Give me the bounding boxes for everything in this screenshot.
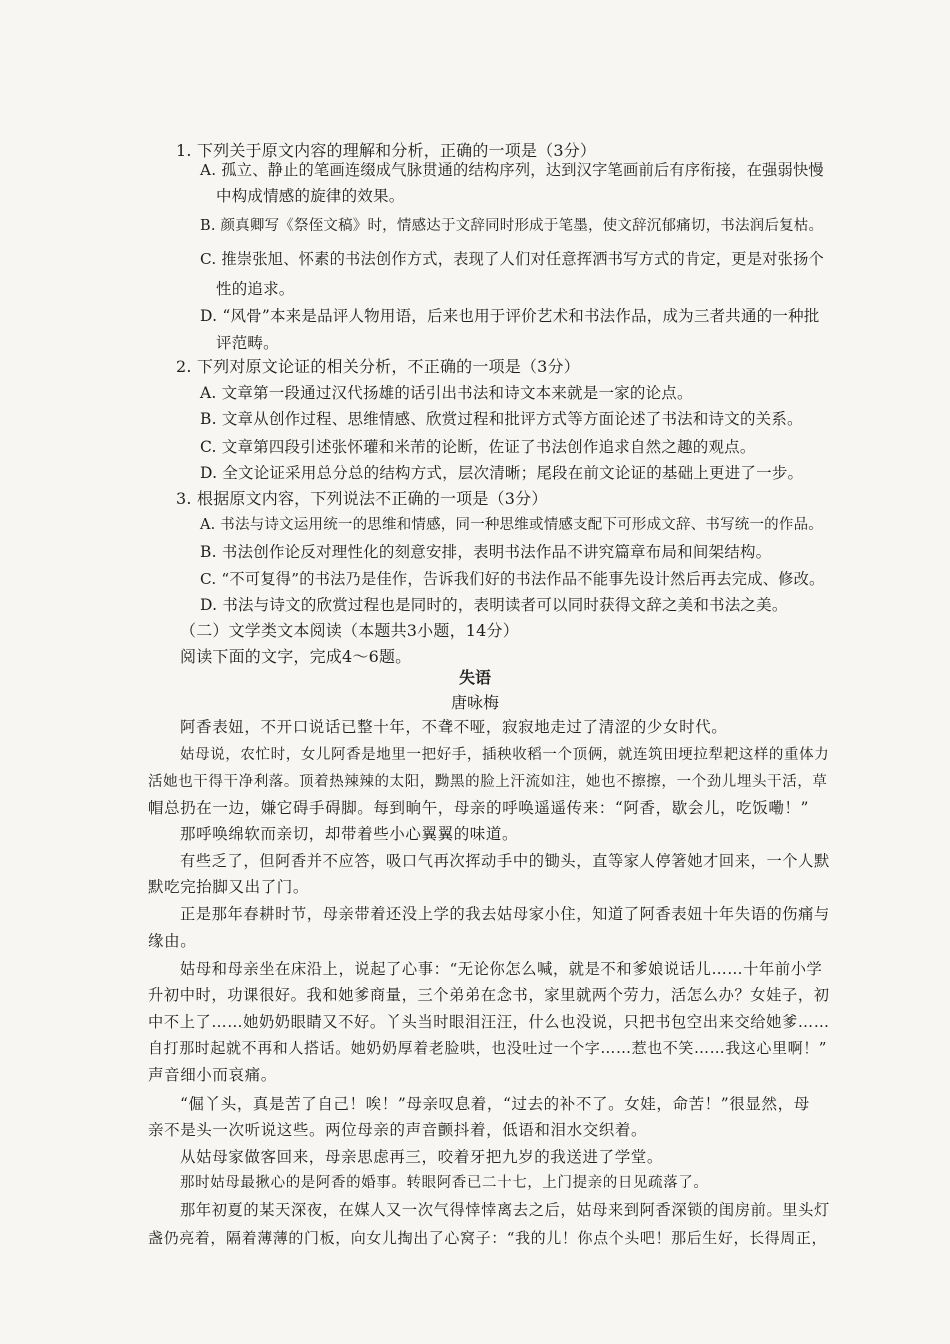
q3-option-b: B. 书法创作论反对理性化的刻意安排，表明书法作品不讲究篇章布局和间架结构。 (200, 543, 772, 561)
story-line: 自打那时起就不再和人搭话。她奶奶厚着老脸哄，也没吐过一个字……惹也不笑……我这心里啊！” (148, 1039, 828, 1057)
story-line: 中不上了……她奶奶眼睛又不好。丫头当时眼泪汪汪，什么也没说，只把书包空出来交给她爹…… (148, 1013, 830, 1031)
story-line: 盏仍亮着，隔着薄薄的门板，向女儿掏出了心窝子：“我的儿！你点个头吧！那后生好，长得周正， (148, 1229, 828, 1247)
q1-option-b: B. 颜真卿写《祭侄文稿》时，情感达于文辞同时形成于笔墨，使文辞沉郁痛切，书法润后复枯。 (200, 218, 824, 234)
q2-option-a: A. 文章第一段通过汉代扬雄的话引出书法和诗文本来就是一家的论点。 (200, 384, 693, 402)
story-line: 升初中时，功课很好。我和她爹商量，三个弟弟在念书，家里就两个劳力，活怎么办？女娃子，初 (148, 986, 830, 1004)
q1-option-a-line1: A. 孤立、静止的笔画连缀成气脉贯通的结构序列，达到汉字笔画前后有序衔接，在强弱快慢 (200, 161, 824, 179)
story-title: 失语 (458, 668, 491, 687)
story-author: 唐咏梅 (450, 693, 499, 712)
question-3-stem: 3. 根据原文内容，下列说法不正确的一项是（3分） (176, 489, 548, 508)
q2-option-d: D. 全文论证采用总分总的结构方式，层次清晰；尾段在前文论证的基础上更进了一步。 (200, 464, 804, 482)
question-2-stem: 2. 下列对原文论证的相关分析，不正确的一项是（3分） (176, 357, 580, 376)
q2-option-b: B. 文章从创作过程、思维情感、欣赏过程和批评方式等方面论述了书法和诗文的关系。 (200, 410, 803, 428)
story-line: 默吃完抬脚又出了门。 (148, 878, 310, 896)
q2-option-c: C. 文章第四段引述张怀瓘和米芾的论断，佐证了书法创作追求自然之趣的观点。 (200, 438, 756, 456)
q1-option-a-line2: 中构成情感的旋律的效果。 (216, 187, 405, 205)
story-line: 活她也干得干净利落。顶着热辣辣的太阳，黝黑的脸上汗流如注，她也不擦擦，一个劲儿埋头干活，草 (148, 774, 828, 790)
story-line: 姑母和母亲坐在床沿上，说起了心事：“无论你怎么喊，就是不和爹娘说话儿……十年前小学 (180, 960, 823, 978)
question-1-stem: 1. 下列关于原文内容的理解和分析，正确的一项是（3分） (176, 141, 597, 160)
q3-option-a: A. 书法与诗文运用统一的思维和情感，同一种思维或情感支配下可形成文辞、书写统一的作品。 (200, 517, 823, 533)
story-line: 正是那年春耕时节，母亲带着还没上学的我去姑母家小住，知道了阿香表妞十年失语的伤痛与 (180, 905, 830, 923)
section-instruction: 阅读下面的文字，完成4～6题。 (180, 647, 412, 666)
story-line: 缘由。 (148, 932, 197, 950)
story-line: 阿香表妞，不开口说话已整十年，不聋不哑，寂寂地走过了清涩的少女时代。 (180, 718, 728, 736)
story-line: 声音细小而哀痛。 (148, 1066, 277, 1084)
story-line: 姑母说，农忙时，女儿阿香是地里一把好手，插秧收稻一个顶俩，就连筑田埂拉犁耙这样的重体力 (180, 747, 830, 763)
story-line: 那呼唤绵软而亲切，却带着些小心翼翼的味道。 (180, 825, 519, 843)
story-line: 从姑母家做客回来，母亲思虑再三，咬着牙把九岁的我送进了学堂。 (180, 1148, 664, 1166)
story-line: 帽总扔在一边，嫌它碍手碍脚。每到晌午，母亲的呼唤遥遥传来：“阿香，歇会儿，吃饭嘞！” (148, 799, 810, 817)
q3-option-c: C. “不可复得”的书法乃是佳作，告诉我们好的书法作品不能事先设计然后再去完成、修改。 (200, 570, 825, 588)
story-line: 那年初夏的某天深夜，在媒人又一次气得悻悻离去之后，姑母来到阿香深锁的闺房前。里头灯 (180, 1201, 830, 1219)
q1-option-c-line2: 性的追求。 (216, 280, 295, 298)
q1-option-c-line1: C. 推崇张旭、怀素的书法创作方式，表现了人们对任意挥洒书写方式的肯定，更是对张扬个 (200, 250, 824, 268)
story-line: “倔丫头，真是苦了自己！唉！”母亲叹息着，“过去的补不了。女娃，命苦！”很显然，母 (180, 1095, 810, 1113)
story-line: 亲不是头一次听说这些。两位母亲的声音颤抖着，低语和泪水交织着。 (148, 1121, 648, 1139)
story-line: 那时姑母最揪心的是阿香的婚事。转眼阿香已二十七，上门提亲的日见疏落了。 (180, 1175, 709, 1191)
q1-option-d-line1: D. “风骨”本来是品评人物用语，后来也用于评价艺术和书法作品，成为三者共通的一种批 (200, 307, 820, 325)
section-heading: （二）文学类文本阅读（本题共3小题，14分） (180, 621, 519, 640)
story-line: 有些乏了，但阿香并不应答，吸口气再次挥动手中的锄头，直等家人停箸她才回来，一个人默 (180, 852, 830, 870)
q3-option-d: D. 书法与诗文的欣赏过程也是同时的，表明读者可以同时获得文辞之美和书法之美。 (200, 596, 788, 614)
q1-option-d-line2: 评范畴。 (216, 334, 279, 352)
